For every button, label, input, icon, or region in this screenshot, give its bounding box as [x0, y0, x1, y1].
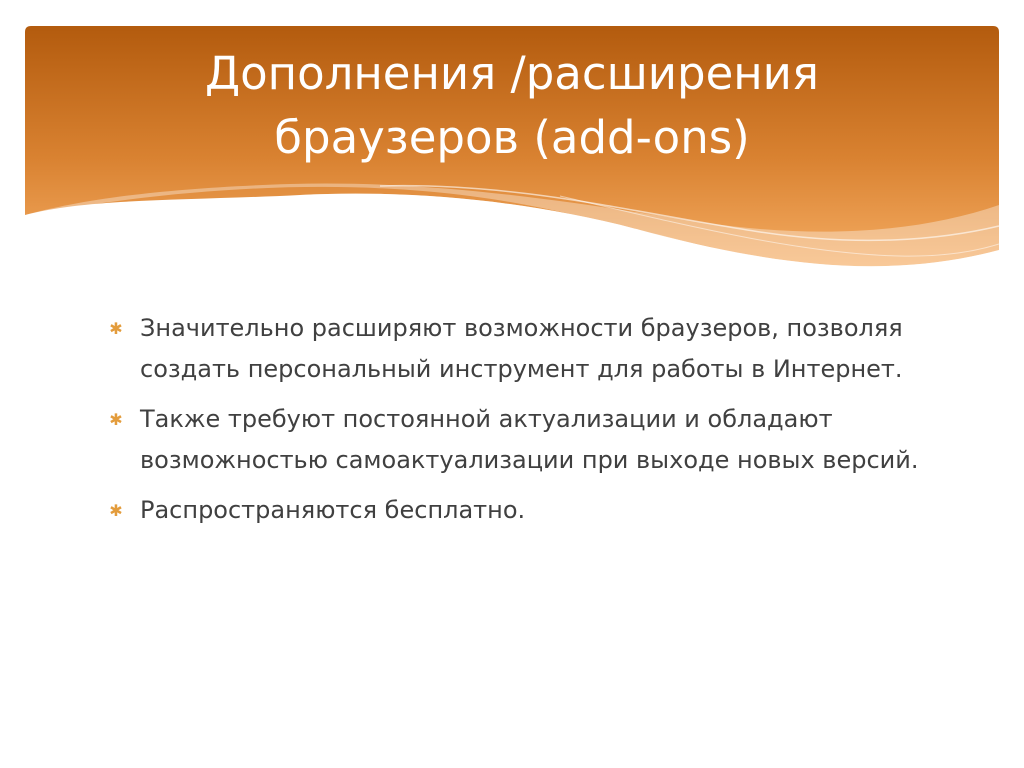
bullet-text: Также требуют постоянной актуализации и обладают возможностью самоактуализации при выходе новых версий.	[140, 405, 919, 474]
bullet-list	[104, 308, 924, 540]
bullet-text: Распространяются бесплатно.	[140, 496, 526, 524]
bullet-item	[104, 399, 924, 481]
asterisk-bullet-icon: ✱	[109, 410, 123, 429]
asterisk-bullet-icon: ✱	[109, 501, 123, 520]
bullet-item	[104, 308, 924, 390]
slide-title: Дополнения /расширения браузеров (add-ons)	[204, 47, 819, 164]
bullet-text: Значительно расширяют возможности браузеров, позволяя создать персональный инструмент для работы в Интернет.	[140, 314, 903, 383]
bullet-item	[104, 490, 924, 531]
asterisk-bullet-icon: ✱	[109, 319, 123, 338]
